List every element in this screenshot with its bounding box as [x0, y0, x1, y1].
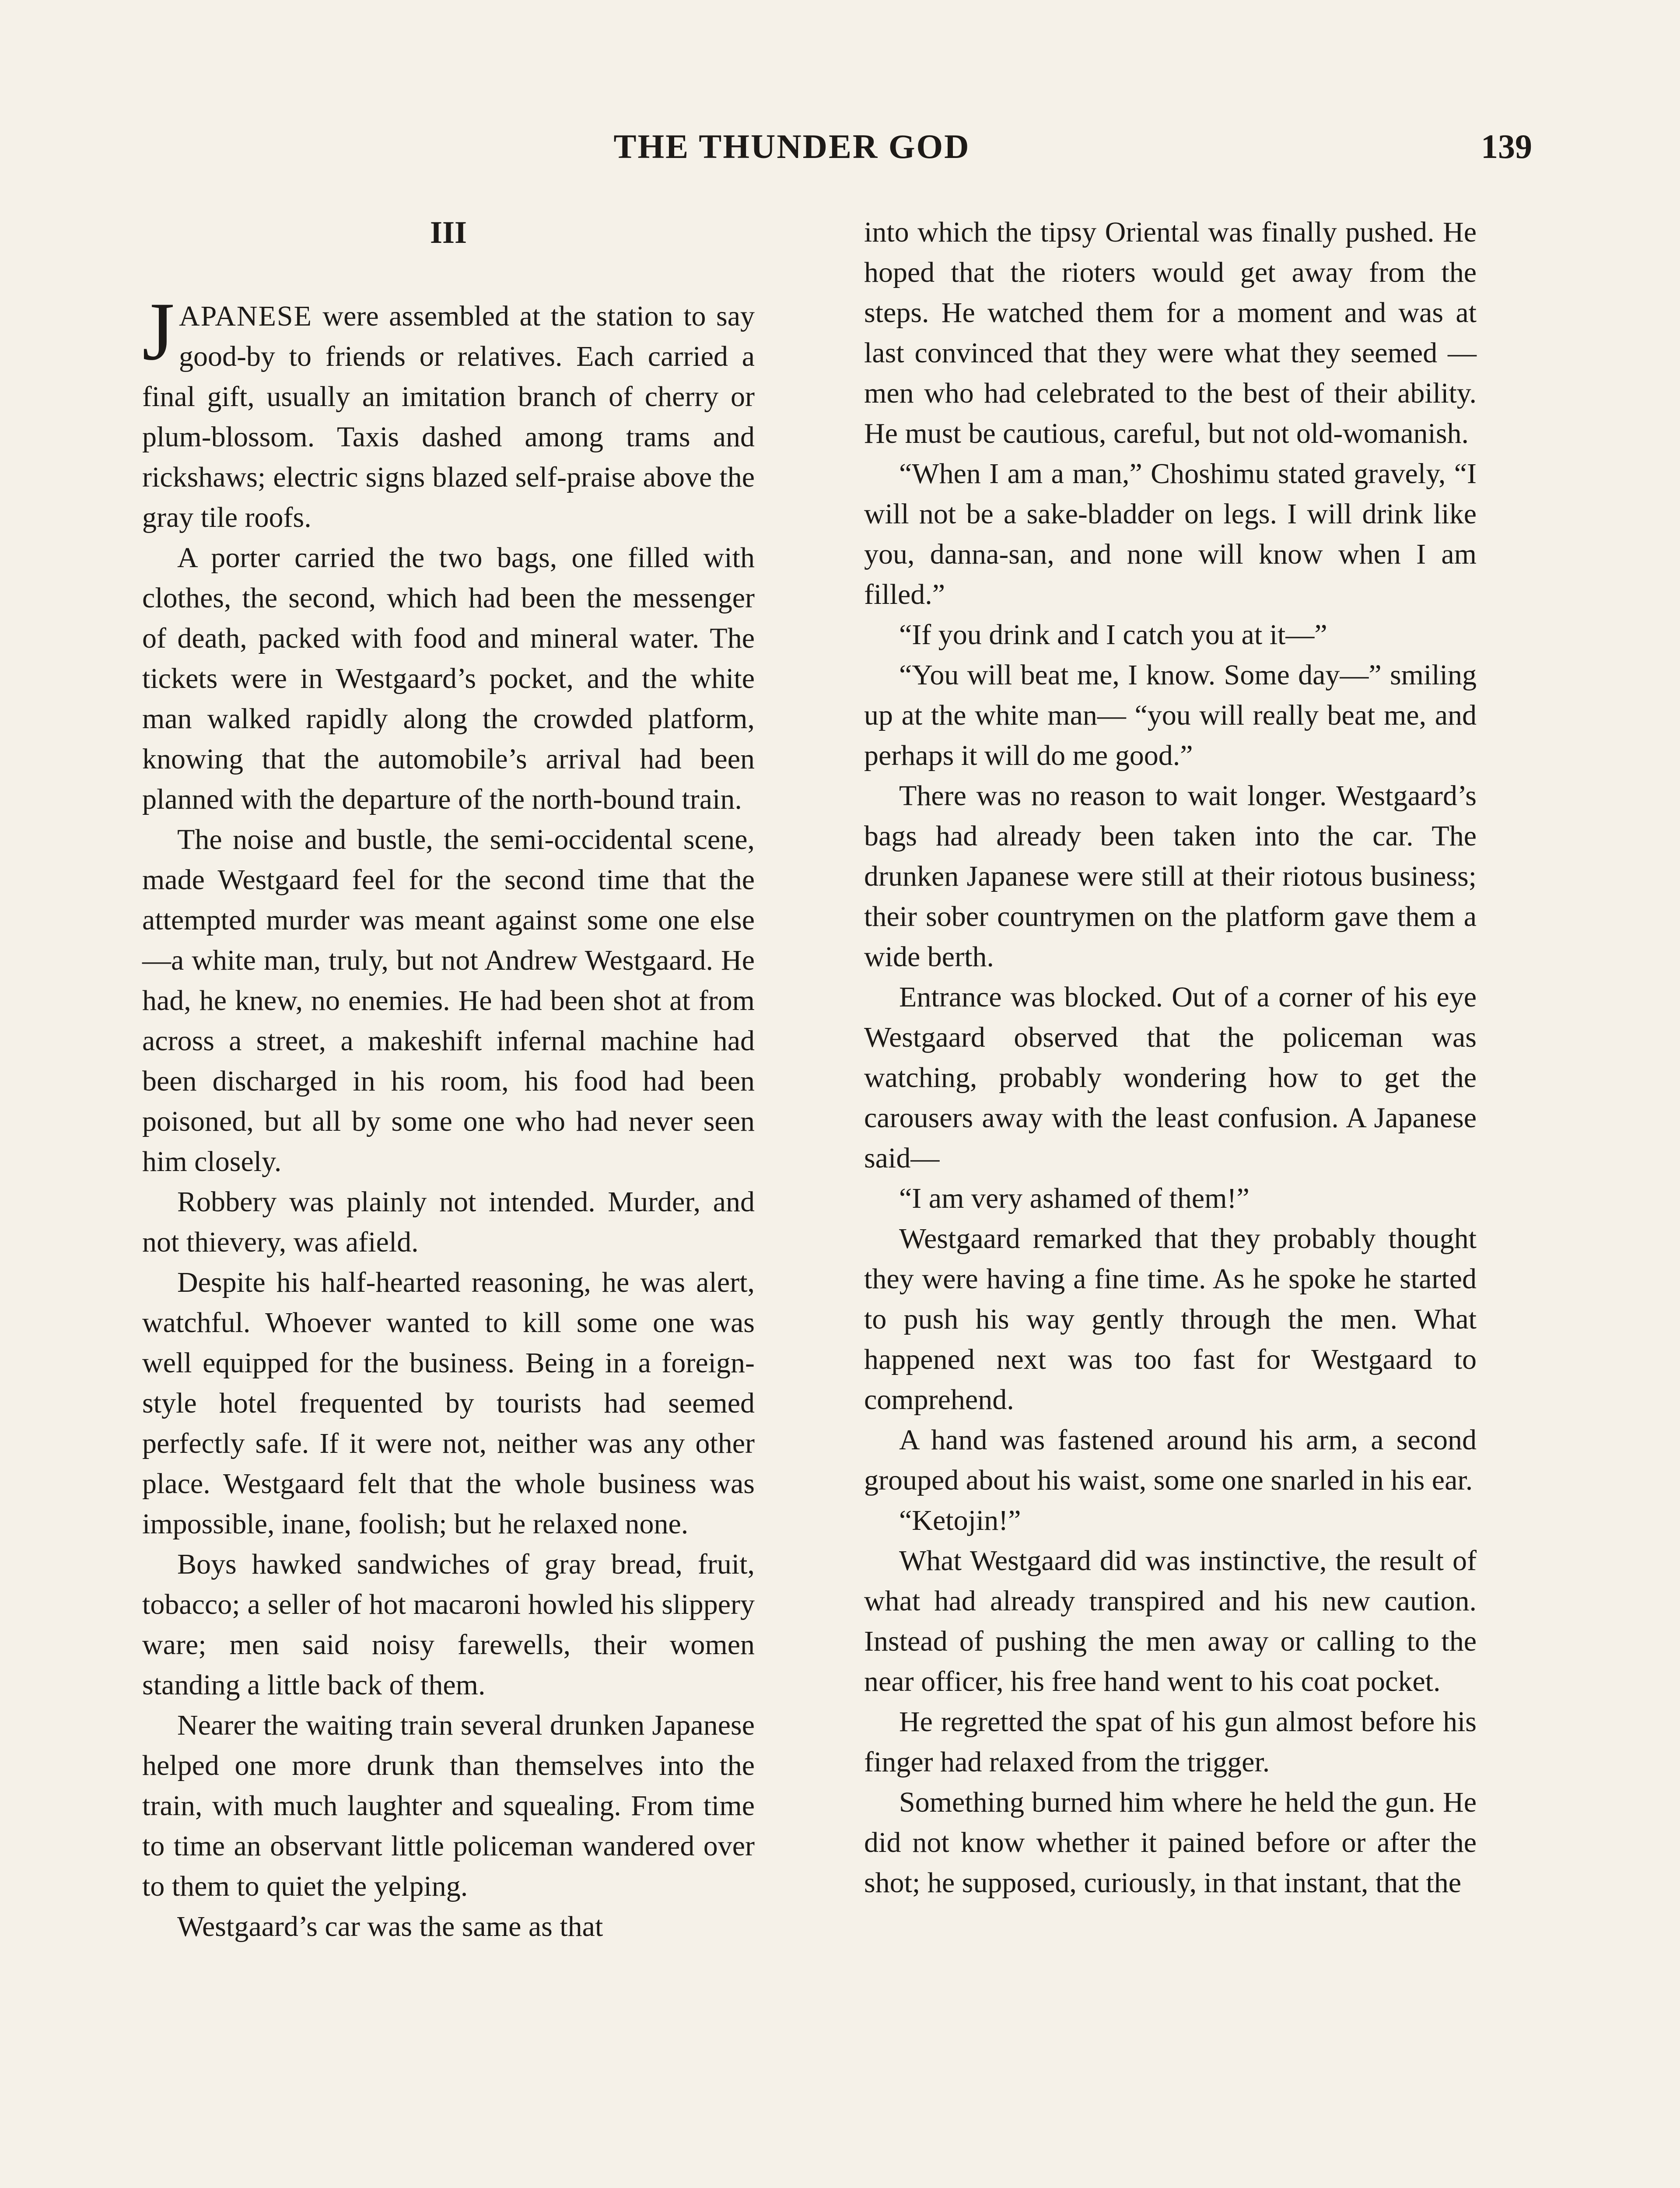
- paragraph: Westgaard remarked that they probably thought they were having a fine time. As he spoke he started to push his way gently through the men. What happened next was too fast for Westgaard to comprehend.: [864, 1223, 1477, 1416]
- paragraph: There was no reason to wait longer. Westgaard’s bags had already been taken into the car. The drunken Japanese were still at their riotous business; their sober countrymen on the platform gave them a wide berth.: [864, 780, 1477, 973]
- paragraph: Boys hawked sandwiches of gray bread, fruit, tobacco; a seller of hot macaroni howled his slippery ware; men said noisy farewells, their women standing a little back of them.: [142, 1548, 755, 1701]
- page-number: 139: [1481, 127, 1532, 165]
- section-number: III: [430, 215, 467, 250]
- paragraph: Robbery was plainly not intended. Murder, and not thievery, was afield.: [142, 1186, 755, 1258]
- paragraph: He regretted the spat of his gun almost before his finger had relaxed from the trigger.: [864, 1706, 1477, 1778]
- paragraph: Something burned him where he held the gun. He did not know whether it pained before or after the shot; he supposed, curiously, in that instant, that the: [864, 1786, 1477, 1899]
- paragraph: A hand was fastened around his arm, a second grouped about his waist, some one snarled in his ear.: [864, 1424, 1477, 1496]
- drop-cap: J: [142, 286, 175, 378]
- paragraph: “If you drink and I catch you at it—”: [899, 619, 1327, 651]
- paragraph: Westgaard’s car was the same as that: [177, 1911, 603, 1943]
- running-head: [0, 0, 1680, 184]
- left-column: [142, 212, 755, 1947]
- running-title: THE THUNDER GOD: [613, 127, 970, 165]
- paragraph: into which the tipsy Oriental was finally pushed. He hoped that the rioters would get away from the steps. He watched them for a moment and was at last convinced that they were what they seemed —men who had celebrated to the best of their ability. He must be cautious, careful, but not old-womanish.: [864, 216, 1477, 449]
- paragraph: Entrance was blocked. Out of a corner of his eye Westgaard observed that the policeman was watching, probably wondering how to get the carousers away with the least confusion. A Japanese said—: [864, 981, 1477, 1174]
- right-column: [864, 212, 1477, 1903]
- opening-word-rest: APANESE: [178, 300, 312, 332]
- paragraph: What Westgaard did was instinctive, the result of what had already transpired and his new caution. Instead of pushing the men away or calling to the near officer, his free hand went to his coat pocket.: [864, 1545, 1477, 1697]
- opening-paragraph: [142, 286, 755, 538]
- opening-paragraph-text: were assembled at the station to say good-by to friends or relatives. Each carried a final gift, usually an imitation branch of cherry or plum-blossom. Taxis dashed among trams and rickshaws; electric signs blazed self-praise above the gray tile roofs.: [142, 300, 755, 533]
- paragraph: “You will beat me, I know. Some day—” smiling up at the white man— “you will really beat me, and perhaps it will do me good.”: [864, 659, 1477, 771]
- paragraph: Nearer the waiting train several drunken Japanese helped one more drunk than themselves into the train, with much laughter and squealing. From time to time an observant little policeman wandered over to them to quiet the yelping.: [142, 1709, 755, 1902]
- paragraph: A porter carried the two bags, one filled with clothes, the second, which had been the messenger of death, packed with food and mineral water. The tickets were in Westgaard’s pocket, and the white man walked rapidly along the crowded platform, knowing that the automobile’s arrival had been planned with the departure of the north-bound train.: [142, 542, 755, 815]
- paragraph: “When I am a man,” Choshimu stated gravely, “I will not be a sake-bladder on legs. I will drink like you, danna-san, and none will know when I am filled.”: [864, 458, 1477, 610]
- paragraph: The noise and bustle, the semi-occidental scene, made Westgaard feel for the second time that the attempted murder was meant against some one else—a white man, truly, but not Andrew Westgaard. He had, he knew, no enemies. He had been shot at from across a street, a makeshift infernal machine had been discharged in his room, his food had been poisoned, but all by some one who had never seen him closely.: [142, 824, 755, 1178]
- paragraph: Despite his half-hearted reasoning, he was alert, watchful. Whoever wanted to kill some one was well equipped for the business. Being in a foreign-style hotel frequented by tourists had seemed perfectly safe. If it were not, neither was any other place. Westgaard felt that the whole business was impossible, inane, foolish; but he relaxed none.: [142, 1266, 755, 1540]
- paragraph: “Ketojin!”: [899, 1504, 1021, 1536]
- paragraph: “I am very ashamed of them!”: [899, 1182, 1250, 1214]
